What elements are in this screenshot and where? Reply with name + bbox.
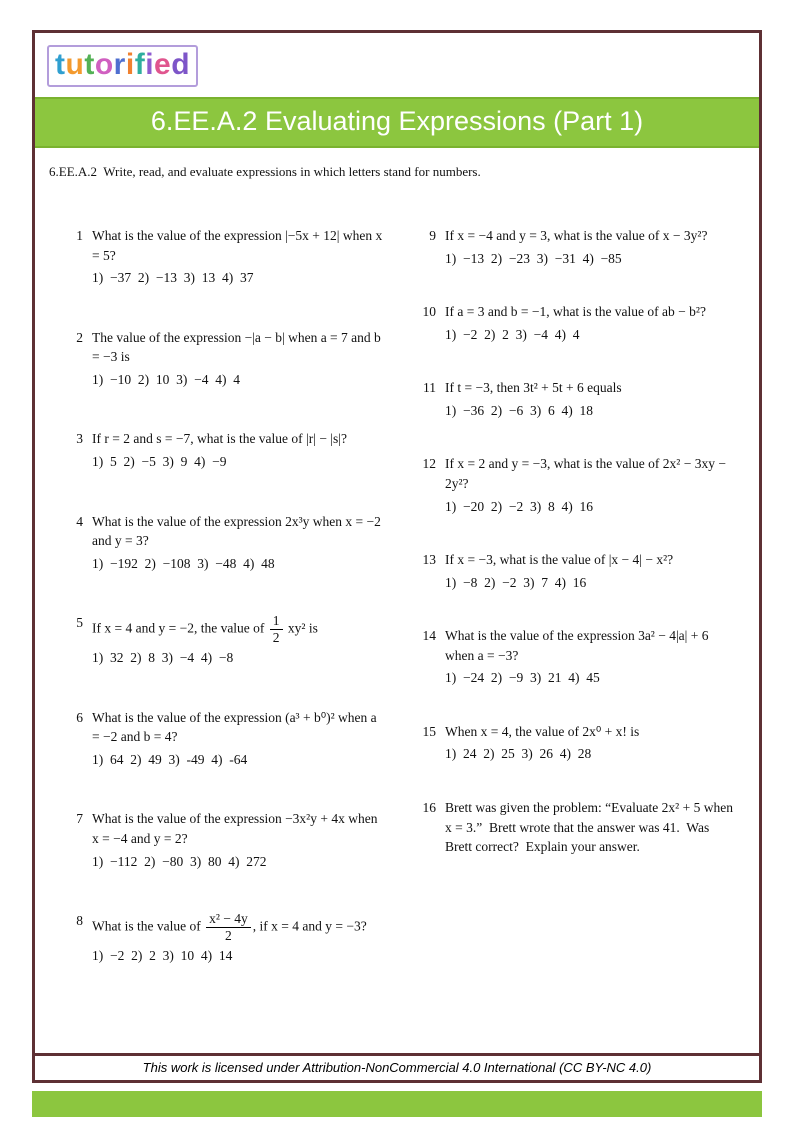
question-body	[445, 626, 737, 688]
question-body	[445, 226, 737, 268]
question-text-segment: What is the value of the expression |−5x + 12| when x = 5?	[92, 228, 386, 263]
question-text	[92, 613, 384, 645]
question-item	[59, 911, 384, 966]
question-number: 12	[422, 456, 436, 472]
question-body	[445, 722, 737, 764]
question-item	[412, 798, 737, 857]
question-text	[92, 226, 384, 265]
question-text-segment: What is the value of the expression −3x²y + 4x when x = −4 and y = 2?	[92, 811, 381, 847]
logo-letter: t	[55, 48, 66, 81]
question-text-segment: When x = 4, the value of 2x⁰ + x! is	[445, 723, 640, 739]
question-body	[445, 550, 737, 592]
question-number: 15	[422, 723, 436, 739]
fraction-denominator: 2	[272, 629, 280, 645]
answer-choices: 1) −8 2) −2 3) 7 4) 16	[445, 574, 587, 590]
answer-choices: 1) −20 2) −2 3) 8 4) 16	[445, 498, 593, 514]
question-text-segment: xy² is	[284, 620, 318, 636]
logo-letter: i	[145, 48, 155, 81]
question-item	[412, 378, 737, 420]
logo-letter: o	[94, 48, 114, 81]
logo-letter: f	[134, 48, 146, 81]
question-text-segment: If r = 2 and s = −7, what is the value of |r| − |s|?	[92, 431, 347, 447]
answer-choices: 1) −37 2) −13 3) 13 4) 37	[92, 270, 254, 286]
question-text-segment: What is the value of the expression (a³ + b⁰)² when a = −2 and b = 4?	[92, 709, 381, 745]
question-body	[92, 613, 384, 668]
question-text-segment: If x = 2 and y = −3, what is the value of 2x² − 3xy − 2y²?	[445, 456, 730, 491]
question-body	[445, 454, 737, 516]
question-text-segment: If a = 3 and b = −1, what is the value of ab − b²?	[445, 304, 706, 320]
question-text-segment: If x = 4 and y = −2, the value of	[92, 620, 268, 636]
question-item	[59, 429, 384, 471]
question-text	[445, 226, 737, 246]
fraction-denominator: 2	[225, 927, 232, 943]
question-item	[59, 708, 384, 770]
answer-choices: 1) 32 2) 8 3) −4 4) −8	[92, 650, 234, 666]
question-body	[92, 328, 384, 390]
question-item	[59, 809, 384, 871]
question-number: 4	[76, 513, 83, 529]
question-text	[92, 809, 384, 848]
questions-column-left	[59, 226, 384, 1006]
page-border-frame	[32, 30, 762, 1083]
question-text-segment: , if x = 4 and y = −3?	[252, 918, 367, 934]
question-number: 7	[76, 811, 83, 827]
question-item	[412, 226, 737, 268]
question-text	[92, 512, 384, 551]
logo-letter: t	[84, 48, 95, 81]
question-number: 3	[76, 431, 83, 447]
question-number: 6	[76, 709, 83, 725]
question-item	[59, 328, 384, 390]
answer-choices: 1) 64 2) 49 3) -49 4) -64	[92, 751, 248, 767]
question-text-segment: What is the value of	[92, 918, 205, 934]
logo-letter: u	[65, 48, 85, 81]
answer-choices: 1) 24 2) 25 3) 26 4) 28	[445, 746, 592, 762]
question-item	[412, 722, 737, 764]
question-number: 5	[76, 615, 83, 631]
question-text-segment: If x = −3, what is the value of |x − 4| − x²?	[445, 552, 674, 568]
answer-choices: 1) −2 2) 2 3) 10 4) 14	[92, 948, 233, 964]
bottom-green-bar	[32, 1091, 762, 1117]
answer-choices: 1) −36 2) −6 3) 6 4) 18	[445, 402, 593, 418]
question-number: 11	[423, 380, 436, 396]
answer-choices: 1) −2 2) 2 3) −4 4) 4	[445, 326, 580, 342]
logo-letter: e	[154, 48, 172, 81]
fraction-numerator: x² − 4y	[206, 911, 251, 928]
question-text-segment: What is the value of the expression 3a² − 4|a| + 6 when a = −3?	[445, 628, 712, 663]
page-title: 6.EE.A.2 Evaluating Expressions (Part 1)	[150, 106, 644, 136]
question-number: 10	[422, 304, 436, 320]
logo-letter: r	[113, 48, 126, 81]
fraction	[206, 911, 251, 943]
answer-choices: 1) −192 2) −108 3) −48 4) 48	[92, 555, 275, 571]
question-text	[445, 302, 737, 322]
question-body	[445, 378, 737, 420]
question-item	[59, 512, 384, 574]
question-text	[92, 429, 384, 449]
logo	[47, 45, 198, 87]
question-body	[92, 809, 384, 871]
question-text	[92, 911, 384, 943]
title-banner	[35, 97, 759, 148]
license-footer	[35, 1053, 759, 1080]
question-item	[412, 550, 737, 592]
header	[35, 33, 759, 87]
answer-choices: 1) 5 2) −5 3) 9 4) −9	[92, 453, 227, 469]
logo-letter: i	[125, 48, 135, 81]
license-text: This work is licensed under Attribution-NonCommercial 4.0 International (CC BY-NC 4.0)	[142, 1060, 652, 1075]
fraction	[270, 613, 283, 645]
questions-area	[59, 226, 737, 1053]
question-number: 16	[422, 800, 436, 815]
answer-choices: 1) −13 2) −23 3) −31 4) −85	[445, 250, 622, 266]
answer-choices: 1) −24 2) −9 3) 21 4) 45	[445, 670, 600, 686]
question-text-segment: Brett was given the problem: “Evaluate 2x² + 5 when x = 3.” Brett wrote that the answer was 41. Was Brett correct? Explain your answer.	[445, 800, 737, 855]
question-text	[445, 454, 737, 493]
question-body	[92, 708, 384, 770]
question-item	[59, 613, 384, 668]
question-text	[445, 626, 737, 665]
question-number: 9	[429, 228, 436, 243]
question-number: 13	[422, 552, 436, 568]
question-body	[92, 429, 384, 471]
question-text	[92, 708, 384, 747]
question-item	[59, 226, 384, 288]
question-text	[445, 722, 737, 742]
question-number: 14	[422, 628, 436, 644]
question-number: 1	[76, 228, 83, 243]
question-item	[412, 626, 737, 688]
question-body	[92, 512, 384, 574]
question-text	[445, 378, 737, 398]
question-text-segment: The value of the expression −|a − b| when a = 7 and b = −3 is	[92, 329, 385, 365]
answer-choices: 1) −112 2) −80 3) 80 4) 272	[92, 853, 267, 869]
question-number: 8	[76, 913, 83, 929]
question-number: 2	[76, 329, 83, 345]
question-body	[445, 302, 737, 344]
question-text	[92, 328, 384, 367]
question-item	[412, 302, 737, 344]
question-text-segment: If t = −3, then 3t² + 5t + 6 equals	[445, 380, 622, 396]
question-text	[445, 550, 737, 570]
question-text-segment: What is the value of the expression 2x³y when x = −2 and y = 3?	[92, 513, 385, 549]
question-text	[445, 798, 737, 857]
question-text-segment: If x = −4 and y = 3, what is the value of x − 3y²?	[445, 228, 708, 243]
questions-column-right	[412, 226, 737, 891]
question-body	[445, 798, 737, 857]
fraction-numerator: 1	[270, 613, 283, 630]
answer-choices: 1) −10 2) 10 3) −4 4) 4	[92, 371, 240, 387]
logo-letter: d	[171, 48, 191, 81]
question-item	[412, 454, 737, 516]
standard-description: 6.EE.A.2 Write, read, and evaluate expressions in which letters stand for numbers.	[49, 164, 481, 179]
question-body	[92, 226, 384, 288]
question-body	[92, 911, 384, 966]
